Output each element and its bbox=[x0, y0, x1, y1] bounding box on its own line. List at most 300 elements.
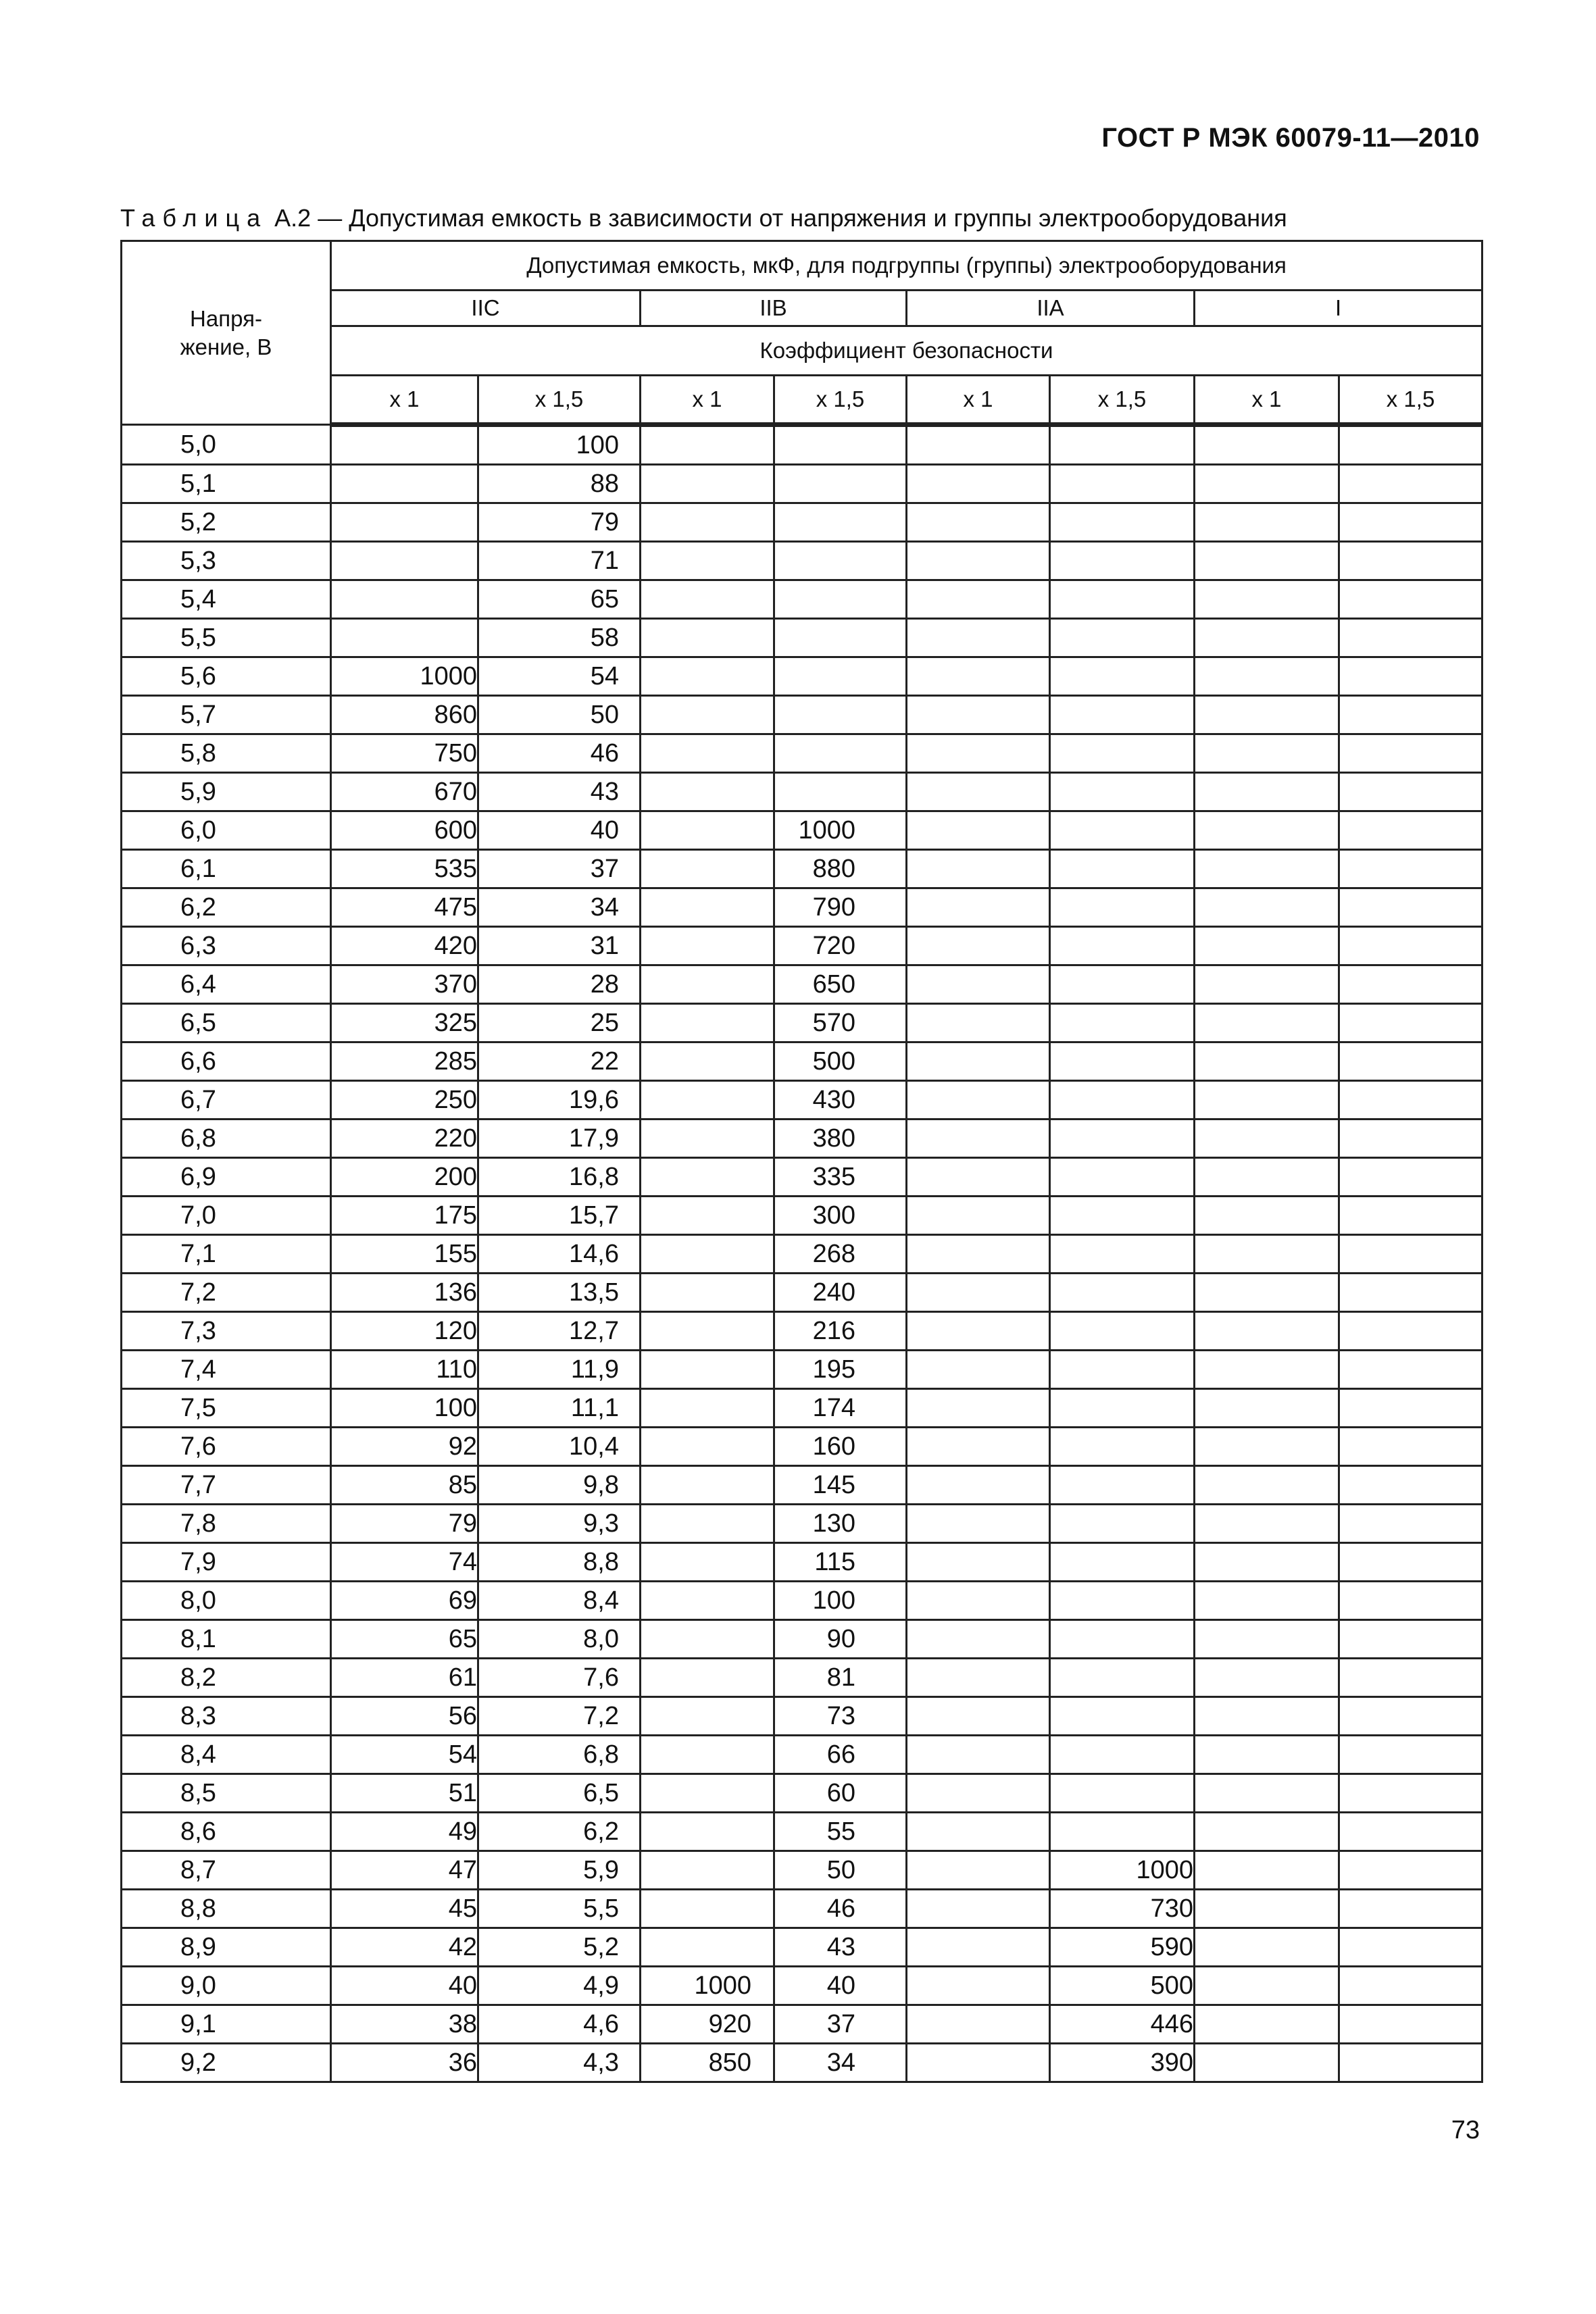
capacity-cell bbox=[1195, 1312, 1339, 1351]
table-row bbox=[122, 1851, 1482, 1890]
capacity-cell bbox=[907, 1774, 1050, 1813]
capacity-cell bbox=[907, 425, 1050, 465]
capacity-cell bbox=[907, 888, 1050, 927]
capacity-cell: 49 bbox=[331, 1813, 478, 1851]
capacity-cell: 50 bbox=[478, 696, 641, 734]
capacity-cell bbox=[1195, 1813, 1339, 1851]
capacity-cell: 8,4 bbox=[478, 1582, 641, 1620]
capacity-cell: 45 bbox=[331, 1890, 478, 1928]
capacity-cell: 37 bbox=[478, 850, 641, 888]
capacity-cell: 850 bbox=[641, 2044, 774, 2082]
table-row bbox=[122, 1890, 1482, 1928]
capacity-cell: 46 bbox=[774, 1890, 907, 1928]
capacity-cell: 5,5 bbox=[478, 1890, 641, 1928]
capacity-cell bbox=[1339, 1659, 1482, 1697]
capacity-cell bbox=[641, 696, 774, 734]
capacity-cell bbox=[1050, 657, 1195, 696]
voltage-cell: 9,2 bbox=[122, 2044, 331, 2082]
capacity-cell: 50 bbox=[774, 1851, 907, 1890]
voltage-cell: 8,8 bbox=[122, 1890, 331, 1928]
capacity-cell bbox=[907, 1697, 1050, 1736]
capacity-cell: 88 bbox=[478, 465, 641, 503]
capacity-cell: 8,8 bbox=[478, 1543, 641, 1582]
voltage-cell: 8,1 bbox=[122, 1620, 331, 1659]
voltage-cell: 5,9 bbox=[122, 773, 331, 811]
capacity-cell: 56 bbox=[331, 1697, 478, 1736]
factor-header: x 1 bbox=[331, 376, 478, 425]
factor-header: x 1,5 bbox=[774, 376, 907, 425]
capacity-cell: 650 bbox=[774, 965, 907, 1004]
capacity-cell bbox=[1339, 734, 1482, 773]
capacity-cell bbox=[331, 580, 478, 619]
capacity-cell bbox=[1339, 1813, 1482, 1851]
capacity-cell: 535 bbox=[331, 850, 478, 888]
capacity-cell bbox=[641, 1081, 774, 1120]
voltage-cell: 5,1 bbox=[122, 465, 331, 503]
table-row bbox=[122, 542, 1482, 580]
table-row bbox=[122, 2005, 1482, 2044]
capacity-cell bbox=[907, 1582, 1050, 1620]
capacity-cell: 120 bbox=[331, 1312, 478, 1351]
capacity-cell: 11,1 bbox=[478, 1389, 641, 1428]
capacity-cell: 61 bbox=[331, 1659, 478, 1697]
capacity-cell: 9,3 bbox=[478, 1505, 641, 1543]
capacity-cell: 38 bbox=[331, 2005, 478, 2044]
capacity-cell: 130 bbox=[774, 1505, 907, 1543]
capacity-cell: 90 bbox=[774, 1620, 907, 1659]
capacity-cell: 28 bbox=[478, 965, 641, 1004]
capacity-cell bbox=[641, 1851, 774, 1890]
capacity-cell: 1000 bbox=[774, 811, 907, 850]
voltage-cell: 9,0 bbox=[122, 1967, 331, 2005]
capacity-cell bbox=[641, 773, 774, 811]
capacity-cell bbox=[1195, 1389, 1339, 1428]
voltage-cell: 8,9 bbox=[122, 1928, 331, 1967]
capacity-cell: 15,7 bbox=[478, 1197, 641, 1235]
capacity-cell bbox=[641, 1428, 774, 1466]
capacity-cell: 4,6 bbox=[478, 2005, 641, 2044]
capacity-cell bbox=[1195, 1967, 1339, 2005]
capacity-cell: 9,8 bbox=[478, 1466, 641, 1505]
capacity-cell bbox=[331, 542, 478, 580]
table-row bbox=[122, 619, 1482, 657]
capacity-cell: 268 bbox=[774, 1235, 907, 1274]
capacity-cell: 370 bbox=[331, 965, 478, 1004]
table-row bbox=[122, 696, 1482, 734]
voltage-cell: 7,1 bbox=[122, 1235, 331, 1274]
capacity-cell bbox=[1339, 1851, 1482, 1890]
factor-header: x 1,5 bbox=[478, 376, 641, 425]
table-row bbox=[122, 1582, 1482, 1620]
capacity-cell: 500 bbox=[1050, 1967, 1195, 2005]
capacity-cell: 570 bbox=[774, 1004, 907, 1042]
capacity-cell bbox=[641, 1543, 774, 1582]
capacity-cell bbox=[1195, 1851, 1339, 1890]
capacity-cell bbox=[641, 542, 774, 580]
capacity-cell bbox=[1195, 773, 1339, 811]
capacity-cell bbox=[1195, 850, 1339, 888]
capacity-cell bbox=[641, 1004, 774, 1042]
capacity-cell bbox=[907, 619, 1050, 657]
capacity-cell: 17,9 bbox=[478, 1120, 641, 1158]
voltage-cell: 7,2 bbox=[122, 1274, 331, 1312]
voltage-cell: 6,2 bbox=[122, 888, 331, 927]
capacity-cell: 8,0 bbox=[478, 1620, 641, 1659]
capacity-cell bbox=[1195, 1158, 1339, 1197]
capacity-cell bbox=[641, 1813, 774, 1851]
capacity-cell bbox=[774, 773, 907, 811]
capacity-cell: 40 bbox=[331, 1967, 478, 2005]
table-row bbox=[122, 734, 1482, 773]
table-row bbox=[122, 888, 1482, 927]
capacity-cell bbox=[641, 425, 774, 465]
capacity-cell bbox=[907, 696, 1050, 734]
capacity-cell bbox=[1339, 1197, 1482, 1235]
capacity-cell: 7,2 bbox=[478, 1697, 641, 1736]
capacity-cell bbox=[1195, 1120, 1339, 1158]
capacity-cell bbox=[1050, 1697, 1195, 1736]
capacity-cell bbox=[1050, 1389, 1195, 1428]
capacity-cell: 65 bbox=[331, 1620, 478, 1659]
capacity-cell bbox=[1339, 580, 1482, 619]
table-row bbox=[122, 1235, 1482, 1274]
voltage-cell: 8,2 bbox=[122, 1659, 331, 1697]
capacity-cell bbox=[1339, 850, 1482, 888]
capacity-cell bbox=[1195, 1620, 1339, 1659]
capacity-cell bbox=[1050, 1582, 1195, 1620]
voltage-cell: 7,0 bbox=[122, 1197, 331, 1235]
capacity-cell bbox=[907, 1466, 1050, 1505]
capacity-cell bbox=[1050, 1158, 1195, 1197]
voltage-cell: 7,3 bbox=[122, 1312, 331, 1351]
capacity-cell bbox=[907, 1120, 1050, 1158]
capacity-cell bbox=[331, 425, 478, 465]
capacity-cell: 74 bbox=[331, 1543, 478, 1582]
capacity-cell bbox=[641, 1274, 774, 1312]
capacity-cell bbox=[1050, 850, 1195, 888]
capacity-cell: 174 bbox=[774, 1389, 907, 1428]
capacity-cell: 34 bbox=[478, 888, 641, 927]
voltage-cell: 6,7 bbox=[122, 1081, 331, 1120]
voltage-cell: 5,8 bbox=[122, 734, 331, 773]
table-row bbox=[122, 1928, 1482, 1967]
capacity-cell: 880 bbox=[774, 850, 907, 888]
capacity-cell: 110 bbox=[331, 1351, 478, 1389]
capacity-cell bbox=[641, 1659, 774, 1697]
capacity-cell bbox=[907, 850, 1050, 888]
capacity-cell bbox=[641, 927, 774, 965]
capacity-cell: 600 bbox=[331, 811, 478, 850]
table-caption-text: А.2 — Допустимая емкость в зависимости от напряжения и группы электрооборудования bbox=[274, 204, 1287, 232]
voltage-cell: 5,5 bbox=[122, 619, 331, 657]
capacity-cell bbox=[1050, 1120, 1195, 1158]
capacity-cell: 100 bbox=[331, 1389, 478, 1428]
capacity-cell: 46 bbox=[478, 734, 641, 773]
table-row bbox=[122, 1389, 1482, 1428]
capacity-cell bbox=[1050, 773, 1195, 811]
capacity-cell bbox=[1050, 425, 1195, 465]
table-row bbox=[122, 1659, 1482, 1697]
capacity-cell: 79 bbox=[331, 1505, 478, 1543]
capacity-cell bbox=[907, 1274, 1050, 1312]
capacity-cell: 36 bbox=[331, 2044, 478, 2082]
capacity-cell: 4,3 bbox=[478, 2044, 641, 2082]
document-standard-header: ГОСТ Р МЭК 60079-11—2010 bbox=[1101, 123, 1480, 153]
capacity-cell bbox=[641, 465, 774, 503]
capacity-cell bbox=[907, 1004, 1050, 1042]
group-header-iia: IIA bbox=[907, 291, 1195, 326]
capacity-cell bbox=[641, 580, 774, 619]
capacity-cell bbox=[907, 1389, 1050, 1428]
capacity-cell bbox=[1195, 1466, 1339, 1505]
voltage-header-text: Напря- жение, В bbox=[180, 306, 272, 359]
capacity-cell: 1000 bbox=[1050, 1851, 1195, 1890]
capacity-cell bbox=[1195, 1928, 1339, 1967]
capacity-cell bbox=[907, 734, 1050, 773]
capacity-cell bbox=[1339, 927, 1482, 965]
capacity-cell: 6,8 bbox=[478, 1736, 641, 1774]
capacity-cell bbox=[1050, 580, 1195, 619]
capacity-cell bbox=[1339, 465, 1482, 503]
capacity-cell bbox=[1339, 888, 1482, 927]
capacity-cell bbox=[641, 850, 774, 888]
capacity-cell bbox=[907, 1928, 1050, 1967]
capacity-cell: 37 bbox=[774, 2005, 907, 2044]
capacity-cell bbox=[1195, 927, 1339, 965]
capacity-cell bbox=[641, 1928, 774, 1967]
capacity-cell: 790 bbox=[774, 888, 907, 927]
capacity-cell bbox=[907, 1312, 1050, 1351]
capacity-cell bbox=[907, 2044, 1050, 2082]
capacity-cell bbox=[1195, 1004, 1339, 1042]
capacity-cell: 136 bbox=[331, 1274, 478, 1312]
capacity-cell bbox=[1339, 1774, 1482, 1813]
voltage-cell: 7,8 bbox=[122, 1505, 331, 1543]
voltage-cell: 8,7 bbox=[122, 1851, 331, 1890]
capacity-cell bbox=[641, 1197, 774, 1235]
capacity-cell bbox=[1050, 542, 1195, 580]
capacity-cell bbox=[1050, 1004, 1195, 1042]
capacity-cell bbox=[641, 1235, 774, 1274]
capacity-cell bbox=[1195, 965, 1339, 1004]
capacity-cell bbox=[641, 965, 774, 1004]
capacity-cell bbox=[774, 503, 907, 542]
capacity-cell bbox=[641, 1389, 774, 1428]
capacity-cell bbox=[907, 1351, 1050, 1389]
table-row bbox=[122, 657, 1482, 696]
factor-header: x 1,5 bbox=[1339, 376, 1482, 425]
capacity-cell bbox=[1195, 619, 1339, 657]
capacity-cell: 73 bbox=[774, 1697, 907, 1736]
capacity-cell bbox=[1195, 734, 1339, 773]
capacity-cell: 54 bbox=[331, 1736, 478, 1774]
table-row bbox=[122, 927, 1482, 965]
capacity-cell: 54 bbox=[478, 657, 641, 696]
capacity-cell: 730 bbox=[1050, 1890, 1195, 1928]
capacity-cell bbox=[774, 657, 907, 696]
voltage-cell: 7,6 bbox=[122, 1428, 331, 1466]
capacity-cell bbox=[1050, 696, 1195, 734]
capacity-cell bbox=[1339, 1351, 1482, 1389]
table-row bbox=[122, 1274, 1482, 1312]
capacity-cell bbox=[331, 465, 478, 503]
capacity-cell bbox=[1050, 1774, 1195, 1813]
table-row bbox=[122, 1351, 1482, 1389]
capacity-cell: 220 bbox=[331, 1120, 478, 1158]
capacity-cell bbox=[1050, 465, 1195, 503]
capacity-cell bbox=[1050, 1813, 1195, 1851]
capacity-cell: 240 bbox=[774, 1274, 907, 1312]
capacity-cell bbox=[1195, 1428, 1339, 1466]
capacity-cell bbox=[907, 503, 1050, 542]
capacity-cell bbox=[907, 1659, 1050, 1697]
voltage-cell: 8,0 bbox=[122, 1582, 331, 1620]
capacity-cell: 47 bbox=[331, 1851, 478, 1890]
group-header-iib: IIB bbox=[641, 291, 907, 326]
capacity-cell bbox=[1195, 696, 1339, 734]
capacity-cell bbox=[641, 811, 774, 850]
capacity-cell: 390 bbox=[1050, 2044, 1195, 2082]
capacity-cell bbox=[907, 1235, 1050, 1274]
voltage-cell: 6,1 bbox=[122, 850, 331, 888]
voltage-cell: 7,9 bbox=[122, 1543, 331, 1582]
capacity-cell: 380 bbox=[774, 1120, 907, 1158]
table-row bbox=[122, 1042, 1482, 1081]
table-row bbox=[122, 1312, 1482, 1351]
capacity-cell: 300 bbox=[774, 1197, 907, 1235]
voltage-cell: 5,0 bbox=[122, 425, 331, 465]
capacity-cell bbox=[1339, 696, 1482, 734]
capacity-cell: 5,9 bbox=[478, 1851, 641, 1890]
capacity-cell bbox=[1339, 1235, 1482, 1274]
capacity-cell: 4,9 bbox=[478, 1967, 641, 2005]
capacity-cell bbox=[1339, 503, 1482, 542]
voltage-cell: 9,1 bbox=[122, 2005, 331, 2044]
capacity-cell bbox=[907, 1428, 1050, 1466]
capacity-cell bbox=[1050, 927, 1195, 965]
capacity-cell: 335 bbox=[774, 1158, 907, 1197]
capacity-cell bbox=[1339, 1428, 1482, 1466]
capacity-cell bbox=[1195, 1351, 1339, 1389]
capacity-cell: 145 bbox=[774, 1466, 907, 1505]
voltage-cell: 6,3 bbox=[122, 927, 331, 965]
capacity-cell: 69 bbox=[331, 1582, 478, 1620]
capacity-cell bbox=[907, 1851, 1050, 1890]
capacity-cell: 65 bbox=[478, 580, 641, 619]
table-row bbox=[122, 465, 1482, 503]
capacity-cell bbox=[774, 734, 907, 773]
capacity-cell: 51 bbox=[331, 1774, 478, 1813]
capacity-cell bbox=[907, 1081, 1050, 1120]
capacity-cell: 19,6 bbox=[478, 1081, 641, 1120]
table-row bbox=[122, 1158, 1482, 1197]
capacity-cell bbox=[1050, 1466, 1195, 1505]
capacity-cell: 860 bbox=[331, 696, 478, 734]
capacity-cell bbox=[1050, 1274, 1195, 1312]
capacity-cell: 60 bbox=[774, 1774, 907, 1813]
capacity-cell bbox=[641, 1158, 774, 1197]
table-row bbox=[122, 1120, 1482, 1158]
capacity-cell: 325 bbox=[331, 1004, 478, 1042]
factor-header: x 1 bbox=[907, 376, 1050, 425]
voltage-cell: 7,4 bbox=[122, 1351, 331, 1389]
capacity-cell bbox=[774, 580, 907, 619]
capacity-cell bbox=[1339, 1081, 1482, 1120]
capacity-cell: 155 bbox=[331, 1235, 478, 1274]
capacity-cell: 40 bbox=[478, 811, 641, 850]
capacity-cell bbox=[1195, 542, 1339, 580]
capacity-cell bbox=[641, 1505, 774, 1543]
capacity-cell bbox=[907, 465, 1050, 503]
capacity-cell bbox=[641, 619, 774, 657]
capacity-cell bbox=[641, 1351, 774, 1389]
capacity-cell: 25 bbox=[478, 1004, 641, 1042]
table-row bbox=[122, 773, 1482, 811]
capacity-cell: 475 bbox=[331, 888, 478, 927]
capacity-cell bbox=[907, 580, 1050, 619]
capacity-cell bbox=[1339, 1389, 1482, 1428]
capacity-cell: 920 bbox=[641, 2005, 774, 2044]
capacity-cell: 71 bbox=[478, 542, 641, 580]
capacity-cell bbox=[1195, 888, 1339, 927]
capacity-cell bbox=[907, 1967, 1050, 2005]
capacity-cell: 22 bbox=[478, 1042, 641, 1081]
page-number: 73 bbox=[1451, 2116, 1480, 2144]
capacity-cell: 31 bbox=[478, 927, 641, 965]
capacity-cell bbox=[1339, 542, 1482, 580]
capacity-cell bbox=[1195, 1042, 1339, 1081]
capacity-cell: 446 bbox=[1050, 2005, 1195, 2044]
capacity-cell: 216 bbox=[774, 1312, 907, 1351]
capacity-cell: 195 bbox=[774, 1351, 907, 1389]
capacity-cell bbox=[1050, 1505, 1195, 1543]
capacity-cell bbox=[907, 811, 1050, 850]
capacity-cell bbox=[1339, 1736, 1482, 1774]
table-row bbox=[122, 965, 1482, 1004]
capacity-cell bbox=[641, 503, 774, 542]
table-row bbox=[122, 503, 1482, 542]
voltage-cell: 5,3 bbox=[122, 542, 331, 580]
capacity-cell bbox=[1339, 425, 1482, 465]
table-row bbox=[122, 1197, 1482, 1235]
capacity-cell: 12,7 bbox=[478, 1312, 641, 1351]
voltage-cell: 5,2 bbox=[122, 503, 331, 542]
table-row bbox=[122, 811, 1482, 850]
voltage-cell: 6,9 bbox=[122, 1158, 331, 1197]
capacity-cell bbox=[1195, 1543, 1339, 1582]
capacity-cell bbox=[1050, 1543, 1195, 1582]
voltage-cell: 8,3 bbox=[122, 1697, 331, 1736]
capacity-cell: 750 bbox=[331, 734, 478, 773]
capacity-cell bbox=[774, 619, 907, 657]
table-row bbox=[122, 850, 1482, 888]
capacity-cell: 10,4 bbox=[478, 1428, 641, 1466]
table-row bbox=[122, 1428, 1482, 1466]
capacity-cell bbox=[1339, 1158, 1482, 1197]
capacity-cell bbox=[774, 425, 907, 465]
capacity-cell bbox=[1339, 1620, 1482, 1659]
capacity-cell: 500 bbox=[774, 1042, 907, 1081]
capacity-cell: 200 bbox=[331, 1158, 478, 1197]
capacity-cell bbox=[1050, 1081, 1195, 1120]
voltage-cell: 6,8 bbox=[122, 1120, 331, 1158]
capacity-cell bbox=[907, 1158, 1050, 1197]
capacity-cell: 11,9 bbox=[478, 1351, 641, 1389]
voltage-cell: 6,0 bbox=[122, 811, 331, 850]
capacity-cell: 160 bbox=[774, 1428, 907, 1466]
capacity-cell bbox=[1050, 1620, 1195, 1659]
capacity-cell: 58 bbox=[478, 619, 641, 657]
